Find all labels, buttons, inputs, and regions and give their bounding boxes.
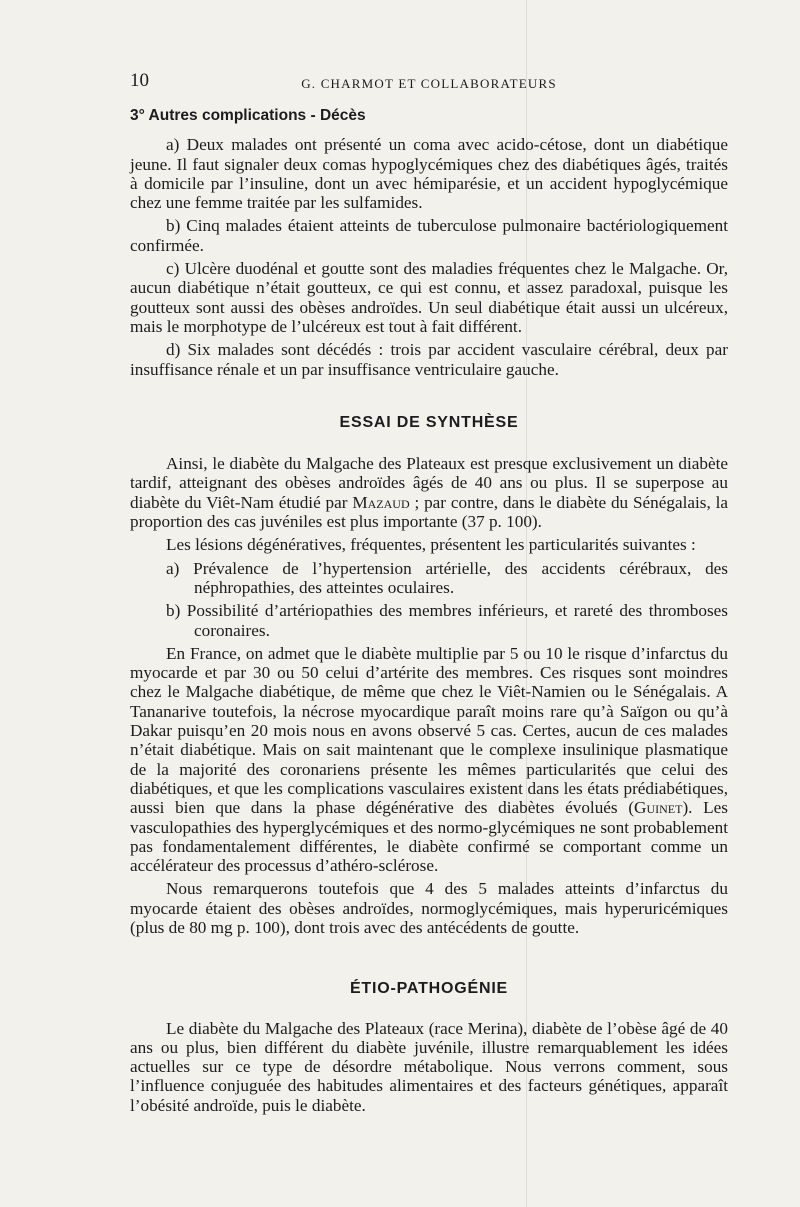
synthese-paragraph-4: Nous remarquerons toutefois que 4 des 5 malades atteints d’infarctus du myocarde étaient des obèses androïdes, normoglycémiques, mais hyperuricémiques (plus de 80 mg p. 100), dont trois avec des antécédents de goutte.	[130, 879, 728, 937]
etio-paragraph-1: Le diabète du Malgache des Plateaux (race Merina), diabète de l’obèse âgé de 40 ans ou plus, bien différent du diabète juvénile, illustre remarquablement les idées actuelles sur ce type de désordre métabolique. Nous verrons comment, sous l’influence conjuguée des habitudes alimentaires et des facteurs génétiques, apparaît l’obésité androïde, puis le diabète.	[130, 1018, 728, 1115]
synthese-paragraph-1: Ainsi, le diabète du Malgache des Plateaux est presque exclusivement un diabète tardif, atteignant des obèses androïdes âgés de 40 ans ou plus. Il se superpose au diabète du Viêt-Nam étudié par Mazaud ; par contre, dans le diabète du Sénégalais, la proportion des cas juvéniles est plus importante (37 p. 100).	[130, 454, 729, 532]
synthese-heading: ESSAI DE SYNTHÈSE	[339, 413, 519, 431]
synthese-paragraph-2: Les lésions dégénératives, fréquentes, présentent les particularités suivantes :	[166, 535, 696, 555]
synthese-paragraph-3: En France, on admet que le diabète multiplie par 5 ou 10 le risque d’infarctus du myocarde et par 30 ou 50 celui d’artérite des membres. Ces risques sont moindres chez le Malgache diabétique, de même que chez le Viêt-Namien ou le Sénégalais. A Tananarive toutefois, la nécrose myocardique paraît moins rare qu’à Saïgon ou qu’à Dakar puisqu’en 20 mois nous en avons observé 5 cas. Certes, aucun de ces malades n’était diabétique. Mais on sait maintenant que le complexe insulinique plasmatique de la majorité des coronariens présente les mêmes particularités que celui des diabétiques, et que les complications vasculaires existent dans les états prédiabétiques, aussi bien que dans la phase dégénérative des diabètes évolués (Guinet). Les vasculopathies des hyperglycémiques et des normo-glycémiques ne sont probablement pas fondamentalement différentes, le diabète confirmé se comportant comme un accélérateur des processus d’athéro-sclérose.	[130, 643, 728, 876]
complications-item-d: d) Six malades sont décédés : trois par accident vasculaire cérébral, deux par insuffisance rénale et un par insuffisance ventriculaire gauche.	[130, 340, 728, 379]
synthese-list-item-b: b) Possibilité d’artériopathies des membres inférieurs, et rareté des thromboses coronaires.	[166, 601, 728, 640]
page-header	[130, 70, 728, 96]
author-guinet: Guinet	[634, 798, 683, 818]
complications-item-c: c) Ulcère duodénal et goutte sont des maladies fréquentes chez le Malgache. Or, aucun diabétique n’était goutteux, ce qui est connu, et assez paradoxal, puisque les goutteux sont aussi des obèses androïdes. Un seul diabétique était aussi un ulcéreux, mais le morphotype de l’ulcéreux est tout à fait différent.	[130, 259, 728, 336]
complications-heading: 3° Autres complications - Décès	[130, 107, 366, 124]
synthese-list-item-a: a) Prévalence de l’hypertension artérielle, des accidents cérébraux, des néphropathies, des atteintes oculaires.	[166, 558, 728, 597]
author-mazaud: Mazaud	[352, 492, 410, 512]
page-content	[130, 106, 728, 1119]
running-title: G. CHARMOT ET COLLABORATEURS	[301, 76, 557, 91]
complications-item-a: a) Deux malades ont présenté un coma avec acido-cétose, dont un diabétique jeune. Il faut signaler deux comas hypoglycémiques chez des diabétiques âgés, traités à domicile par l’insuline, dont un avec hémiparésie, et un accident hypoglycémique chez une femme traitée par les sulfamides.	[130, 135, 728, 213]
etio-heading: ÉTIO-PATHOGÉNIE	[349, 980, 509, 998]
page-number: 10	[130, 70, 149, 91]
complications-item-b: b) Cinq malades étaient atteints de tuberculose pulmonaire bactériologiquement confirmée.	[130, 216, 728, 255]
